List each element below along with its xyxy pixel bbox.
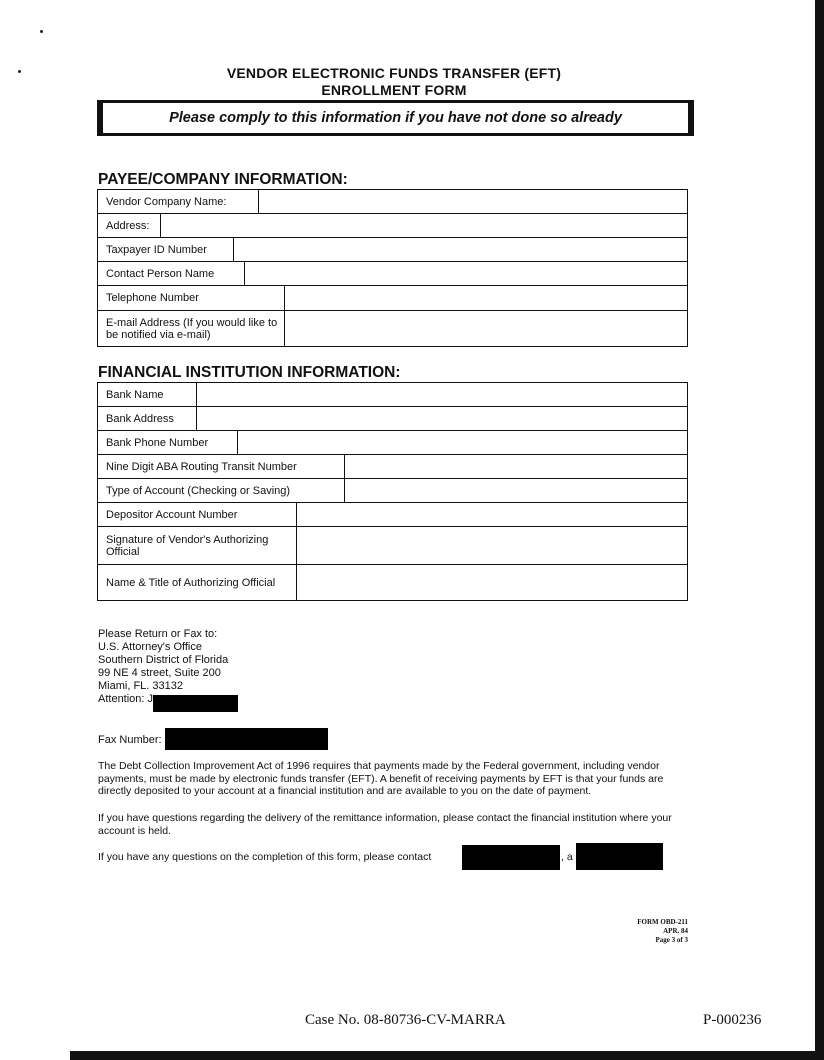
form-date: APR. 84 [663, 927, 688, 935]
email-field[interactable] [285, 311, 687, 346]
payee-section-heading: PAYEE/COMPANY INFORMATION: [98, 171, 348, 188]
redaction-box [462, 845, 560, 870]
field-label: Type of Account (Checking or Saving) [98, 479, 345, 502]
field-label: Name & Title of Authorizing Official [98, 565, 297, 600]
financial-row-bank-name [98, 383, 687, 407]
official-name-title-field[interactable] [297, 565, 687, 600]
field-label: Bank Phone Number [98, 431, 238, 454]
scan-speck [40, 30, 43, 33]
field-label: Bank Name [98, 383, 197, 406]
field-label: Vendor Company Name: [98, 190, 259, 213]
scan-edge-bottom [70, 1051, 824, 1060]
financial-section-heading: FINANCIAL INSTITUTION INFORMATION: [98, 364, 401, 381]
telephone-field[interactable] [285, 286, 687, 310]
redaction-box [165, 728, 328, 750]
return-address-line: 99 NE 4 street, Suite 200 [98, 667, 221, 679]
payee-row-vendor-name [98, 190, 687, 214]
field-label: Address: [98, 214, 161, 237]
return-address-line: U.S. Attorney's Office [98, 641, 202, 653]
field-label: Contact Person Name [98, 262, 245, 285]
field-label: Signature of Vendor's Authorizing Official [98, 527, 297, 564]
taxpayer-id-field[interactable] [234, 238, 687, 261]
form-title-line1: VENDOR ELECTRONIC FUNDS TRANSFER (EFT) [226, 65, 562, 81]
signature-field[interactable] [297, 527, 687, 564]
financial-table [97, 382, 688, 601]
address-field[interactable] [161, 214, 687, 237]
financial-row-official-name-title [98, 565, 687, 600]
bank-name-field[interactable] [197, 383, 687, 406]
field-label: Taxpayer ID Number [98, 238, 234, 261]
bates-number: P-000236 [703, 1012, 762, 1028]
return-address-line: Miami, FL. 33132 [98, 680, 183, 692]
case-number: Case No. 08-80736-CV-MARRA [305, 1012, 506, 1028]
bank-phone-field[interactable] [238, 431, 687, 454]
account-type-field[interactable] [345, 479, 687, 502]
eft-act-paragraph: The Debt Collection Improvement Act of 1996 requires that payments made by the Federal government, including vendor payments, must be made by electronic funds transfer (EFT). A benefit of receiving payments by EFT is that your funds are directly deposited to your account at a financial institution and are available to you on the date of payment. [98, 760, 664, 797]
redaction-box [153, 695, 238, 712]
payee-row-telephone [98, 286, 687, 311]
vendor-company-name-field[interactable] [259, 190, 687, 213]
payee-row-address [98, 214, 687, 238]
financial-row-bank-address [98, 407, 687, 431]
contact-person-field[interactable] [245, 262, 687, 285]
page-number: Page 3 of 3 [655, 936, 688, 944]
financial-row-signature [98, 527, 687, 565]
attention-label: Attention: J [98, 693, 154, 705]
financial-row-routing-number [98, 455, 687, 479]
financial-row-account-type [98, 479, 687, 503]
return-address-line: Southern District of Florida [98, 654, 229, 666]
field-label: Depositor Account Number [98, 503, 297, 526]
return-address-line: Please Return or Fax to: [98, 628, 218, 640]
financial-row-account-number [98, 503, 687, 527]
remittance-questions-paragraph: If you have questions regarding the delivery of the remittance information, please contact the financial institution where your account is held. [98, 812, 672, 837]
completion-contact-text: If you have any questions on the completion of this form, please contact [98, 851, 432, 863]
field-label: E-mail Address (If you would like to be notified via e-mail) [98, 311, 285, 346]
payee-row-email [98, 311, 687, 346]
field-label: Bank Address [98, 407, 197, 430]
bank-address-field[interactable] [197, 407, 687, 430]
routing-number-field[interactable] [345, 455, 687, 478]
financial-row-bank-phone [98, 431, 687, 455]
field-label: Nine Digit ABA Routing Transit Number [98, 455, 345, 478]
form-title-line2: ENROLLMENT FORM [321, 82, 467, 98]
payee-table [97, 189, 688, 347]
contact-separator: , a [561, 851, 573, 863]
field-label: Telephone Number [98, 286, 285, 310]
scan-edge-right [815, 0, 824, 1060]
fax-number-label: Fax Number: [98, 734, 162, 746]
form-number: FORM OBD-211 [637, 918, 688, 926]
redaction-box [576, 843, 663, 870]
form-number-block [637, 918, 688, 945]
compliance-banner: Please comply to this information if you have not done so already [97, 100, 694, 136]
payee-row-taxpayer-id [98, 238, 687, 262]
account-number-field[interactable] [297, 503, 687, 526]
payee-row-contact-person [98, 262, 687, 286]
